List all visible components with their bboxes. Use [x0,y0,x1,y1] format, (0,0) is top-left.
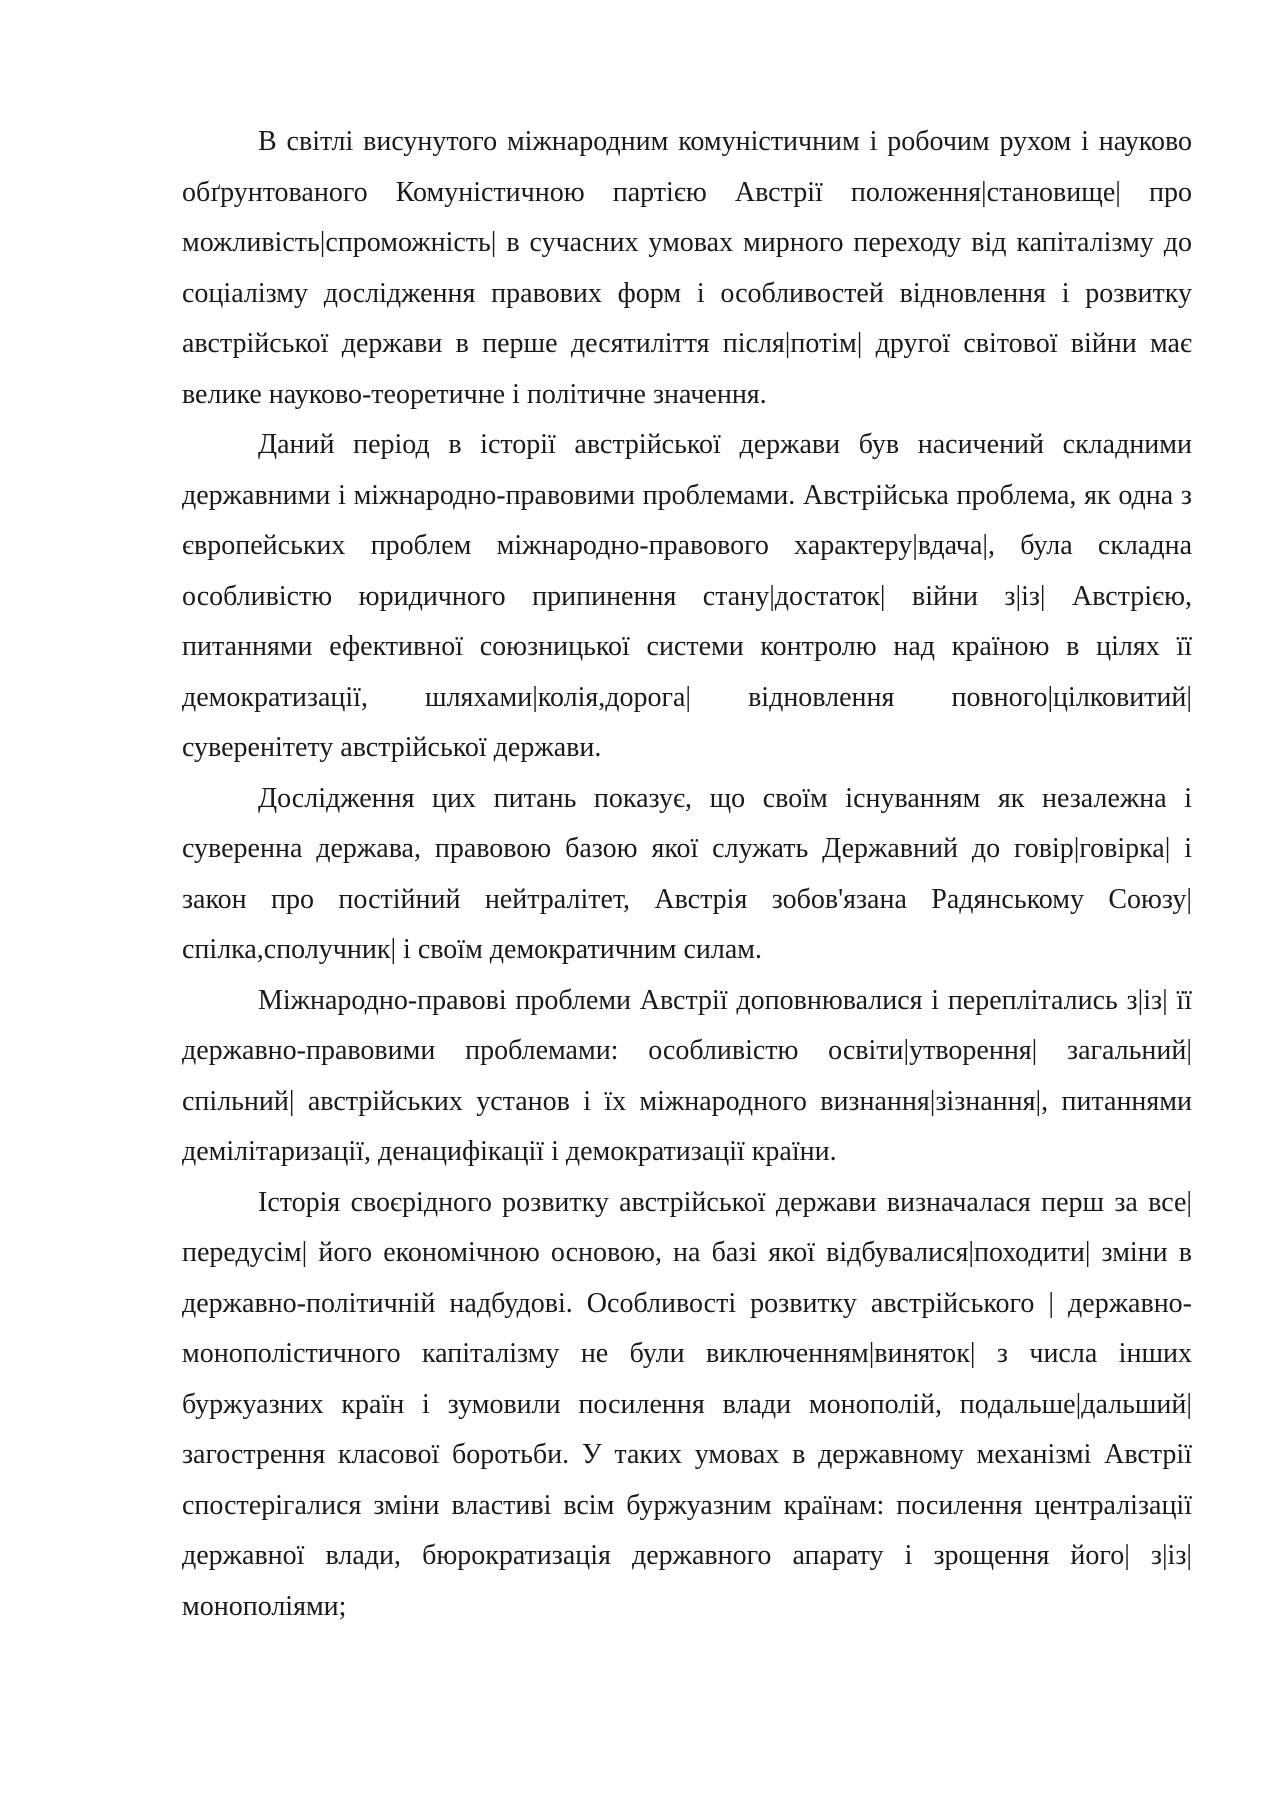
paragraph-1: В світлі висунутого міжнародним комуністичним і робочим рухом і науково обґрунтованого Комуністичною партією Австрії положення|становище| про можливість|спроможність| в сучасних умовах мирного переходу від капіталізму до соціалізму дослідження правових форм і особливостей відновлення і розвитку австрійської держави в перше десятиліття після|потім| другої світової війни має велике науково-теоретичне і політичне значення. [182,126,1192,410]
body-text [182,117,1192,1632]
paragraph-3: Дослідження цих питань показує, що своїм існуванням як незалежна і суверенна держава, правовою базою якої служать Державний до говір|говірка| і закон про постійний нейтралітет, Австрія зобов'язана Радянському Союзу|спілка,сполучник| і своїм демократичним силам. [182,782,1192,965]
paragraph-2: Даний період в історії австрійської держави був насичений складними державними і міжнародно-правовими проблемами. Австрійська проблема, як одна з європейських проблем міжнародно-правового характеру|вдача|, була складна особливістю юридичного припинення стану|достаток| війни з|із| Австрією, питаннями ефективної союзницької системи контролю над країною в цілях її демократизації, шляхами|колія,дорога| відновлення повного|цілковитий| суверенітету австрійської держави. [182,429,1192,763]
paragraph-4: Міжнародно-правові проблеми Австрії доповнювалися і переплітались з|із| її державно-правовими проблемами: особливістю освіти|утворення| загальний|спільний| австрійських установ і їх міжнародного визнання|зізнання|, питаннями демілітаризації, денацифікації і демократизації країни. [182,984,1192,1167]
paragraph-5: Історія своєрідного розвитку австрійської держави визначалася перш за все|передусім| його економічною основою, на базі якої відбувалися|походити| зміни в державно-політичній надбудові. Особливості розвитку австрійського | державно-монополістичного капіталізму не були виключенням|виняток| з числа інших буржуазних країн і зумовили посилення влади монополій, подальше|дальший| загострення класової боротьби. У таких умовах в державному механізмі Австрії спостерігалися зміни властиві всім буржуазним країнам: посилення централізації державної влади, бюрократизація державного апарату і зрощення його| з|із| монополіями; [182,1186,1192,1622]
